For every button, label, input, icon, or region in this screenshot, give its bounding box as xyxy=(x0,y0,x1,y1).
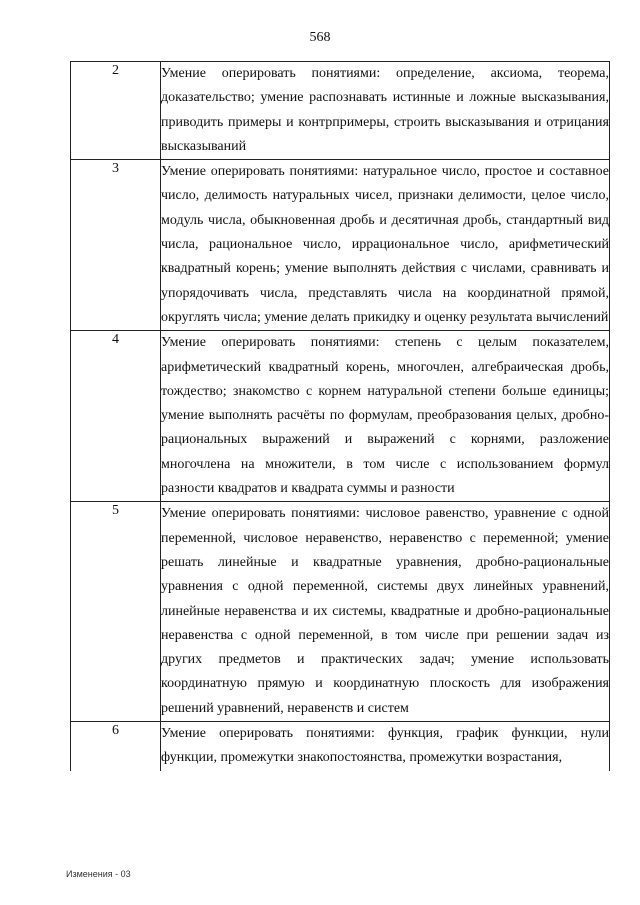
row-number: 5 xyxy=(71,502,161,722)
requirements-table xyxy=(70,61,610,771)
row-number: 6 xyxy=(71,722,161,771)
row-text: Умение оперировать понятиями: степень с целым показателем, арифметический квадратный корень, многочлен, алгебраическая дробь, тождество; знакомство с корнем натуральной степени больше единицы; умение выполнять расчёты по формулам, преобразования целых, дробно-рациональных выражений и выражений с корнями, разложение многочлена на множители, в том числе с использованием формул разности квадратов и квадрата суммы и разности xyxy=(161,331,610,502)
row-number: 3 xyxy=(71,160,161,331)
page-number: 568 xyxy=(309,30,331,45)
table-row xyxy=(71,331,610,502)
footer-note: Изменения - 03 xyxy=(66,869,131,879)
table-row xyxy=(71,502,610,722)
table-row xyxy=(71,160,610,331)
row-text: Умение оперировать понятиями: числовое равенство, уравнение с одной переменной, числовое неравенство, неравенство с переменной; умение решать линейные и квадратные уравнения, дробно-рациональные уравнения с одной переменной, системы двух линейных уравнений, линейные неравенства и их системы, квадратные и дробно-рациональные неравенства с одной переменной, в том числе при решении задач из других предметов и практических задач; умение использовать координатную прямую и координатную плоскость для изображения решений уравнений, неравенств и систем xyxy=(161,502,610,722)
row-number: 2 xyxy=(71,62,161,160)
row-text: Умение оперировать понятиями: функция, график функции, нули функции, промежутки знакопостоянства, промежутки возрастания, xyxy=(161,722,610,771)
table-row xyxy=(71,722,610,771)
row-text: Умение оперировать понятиями: определение, аксиома, теорема, доказательство; умение распознавать истинные и ложные высказывания, приводить примеры и контрпримеры, строить высказывания и отрицания высказываний xyxy=(161,62,610,160)
table-row xyxy=(71,62,610,160)
row-text: Умение оперировать понятиями: натуральное число, простое и составное число, делимость натуральных чисел, признаки делимости, целое число, модуль числа, обыкновенная дробь и десятичная дробь, стандартный вид числа, рациональное число, иррациональное число, арифметический квадратный корень; умение выполнять действия с числами, сравнивать и упорядочивать числа, представлять числа на координатной прямой, округлять числа; умение делать прикидку и оценку результата вычислений xyxy=(161,160,610,331)
row-number: 4 xyxy=(71,331,161,502)
